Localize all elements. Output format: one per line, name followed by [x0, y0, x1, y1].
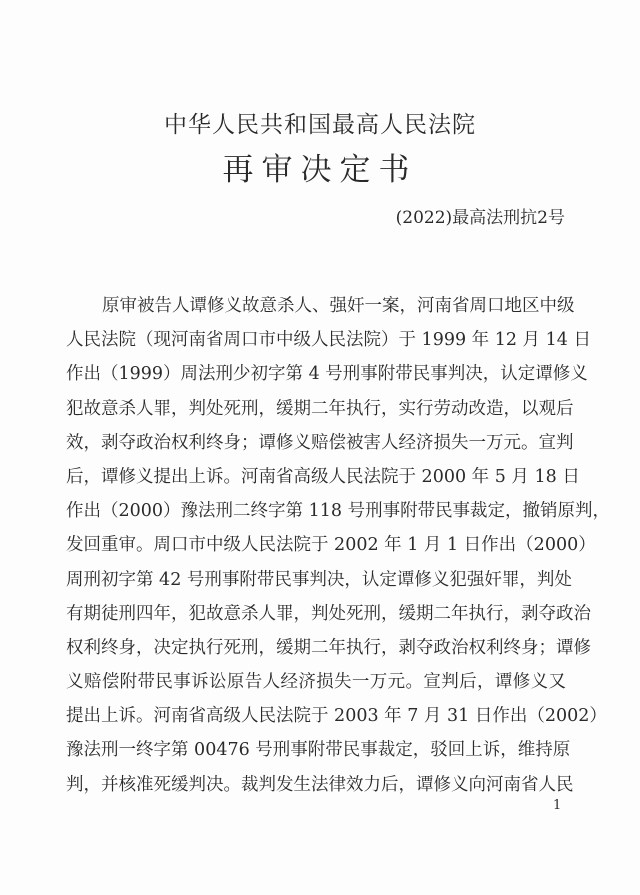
body-line: 周刑初字第 42 号刑事附带民事判决，认定谭修义犯强奸罪，判处 [66, 569, 572, 590]
body-line: 有期徒刑四年，犯故意杀人罪，判处死刑，缓期二年执行，剥夺政治 [66, 603, 591, 624]
body-line: 作出（1999）周法刑少初字第 4 号刑事附带民事判决，认定谭修义 [66, 364, 588, 385]
body-line: 效，剥夺政治权利终身；谭修义赔偿被害人经济损失一万元。宣判 [66, 432, 574, 453]
body-line: 判，并核准死缓判决。裁判发生法律效力后，谭修义向河南省人民 [66, 774, 574, 795]
document-title: 再审决定书 [222, 152, 418, 188]
body-line: 发回重审。周口市中级人民法院于 2002 年 1 月 1 日作出（2000） [66, 535, 596, 556]
body-line: 权利终身，决定执行死刑，缓期二年执行，剥夺政治权利终身；谭修 [66, 637, 591, 658]
body-line: 豫法刑一终字第 00476 号刑事附带民事裁定，驳回上诉，维持原 [66, 740, 571, 761]
page-number: 1 [553, 798, 562, 813]
body-line: 原审被告人谭修义故意杀人、强奸一案，河南省周口地区中级 [102, 296, 575, 316]
body-line: 后，谭修义提出上诉。河南省高级人民法院于 2000 年 5 月 18 日 [66, 466, 580, 487]
body-line: 犯故意杀人罪，判处死刑，缓期二年执行，实行劳动改造，以观后 [66, 398, 574, 419]
body-line: 义赔偿附带民事诉讼原告人经济损失一万元。宣判后，谭修义又 [66, 672, 566, 693]
body-line: 作出（2000）豫法刑二终字第 118 号刑事附带民事裁定，撤销原判， [66, 501, 611, 522]
court-name: 中华人民共和国最高人民法院 [164, 112, 476, 138]
document-body [66, 294, 611, 807]
case-number: (2022)最高法刑抗2号 [395, 208, 565, 228]
body-line: 提出上诉。河南省高级人民法院于 2003 年 7 月 31 日作出（2002） [66, 706, 607, 727]
body-line: 人民法院（现河南省周口市中级人民法院）于 1999 年 12 月 14 日 [66, 330, 591, 351]
